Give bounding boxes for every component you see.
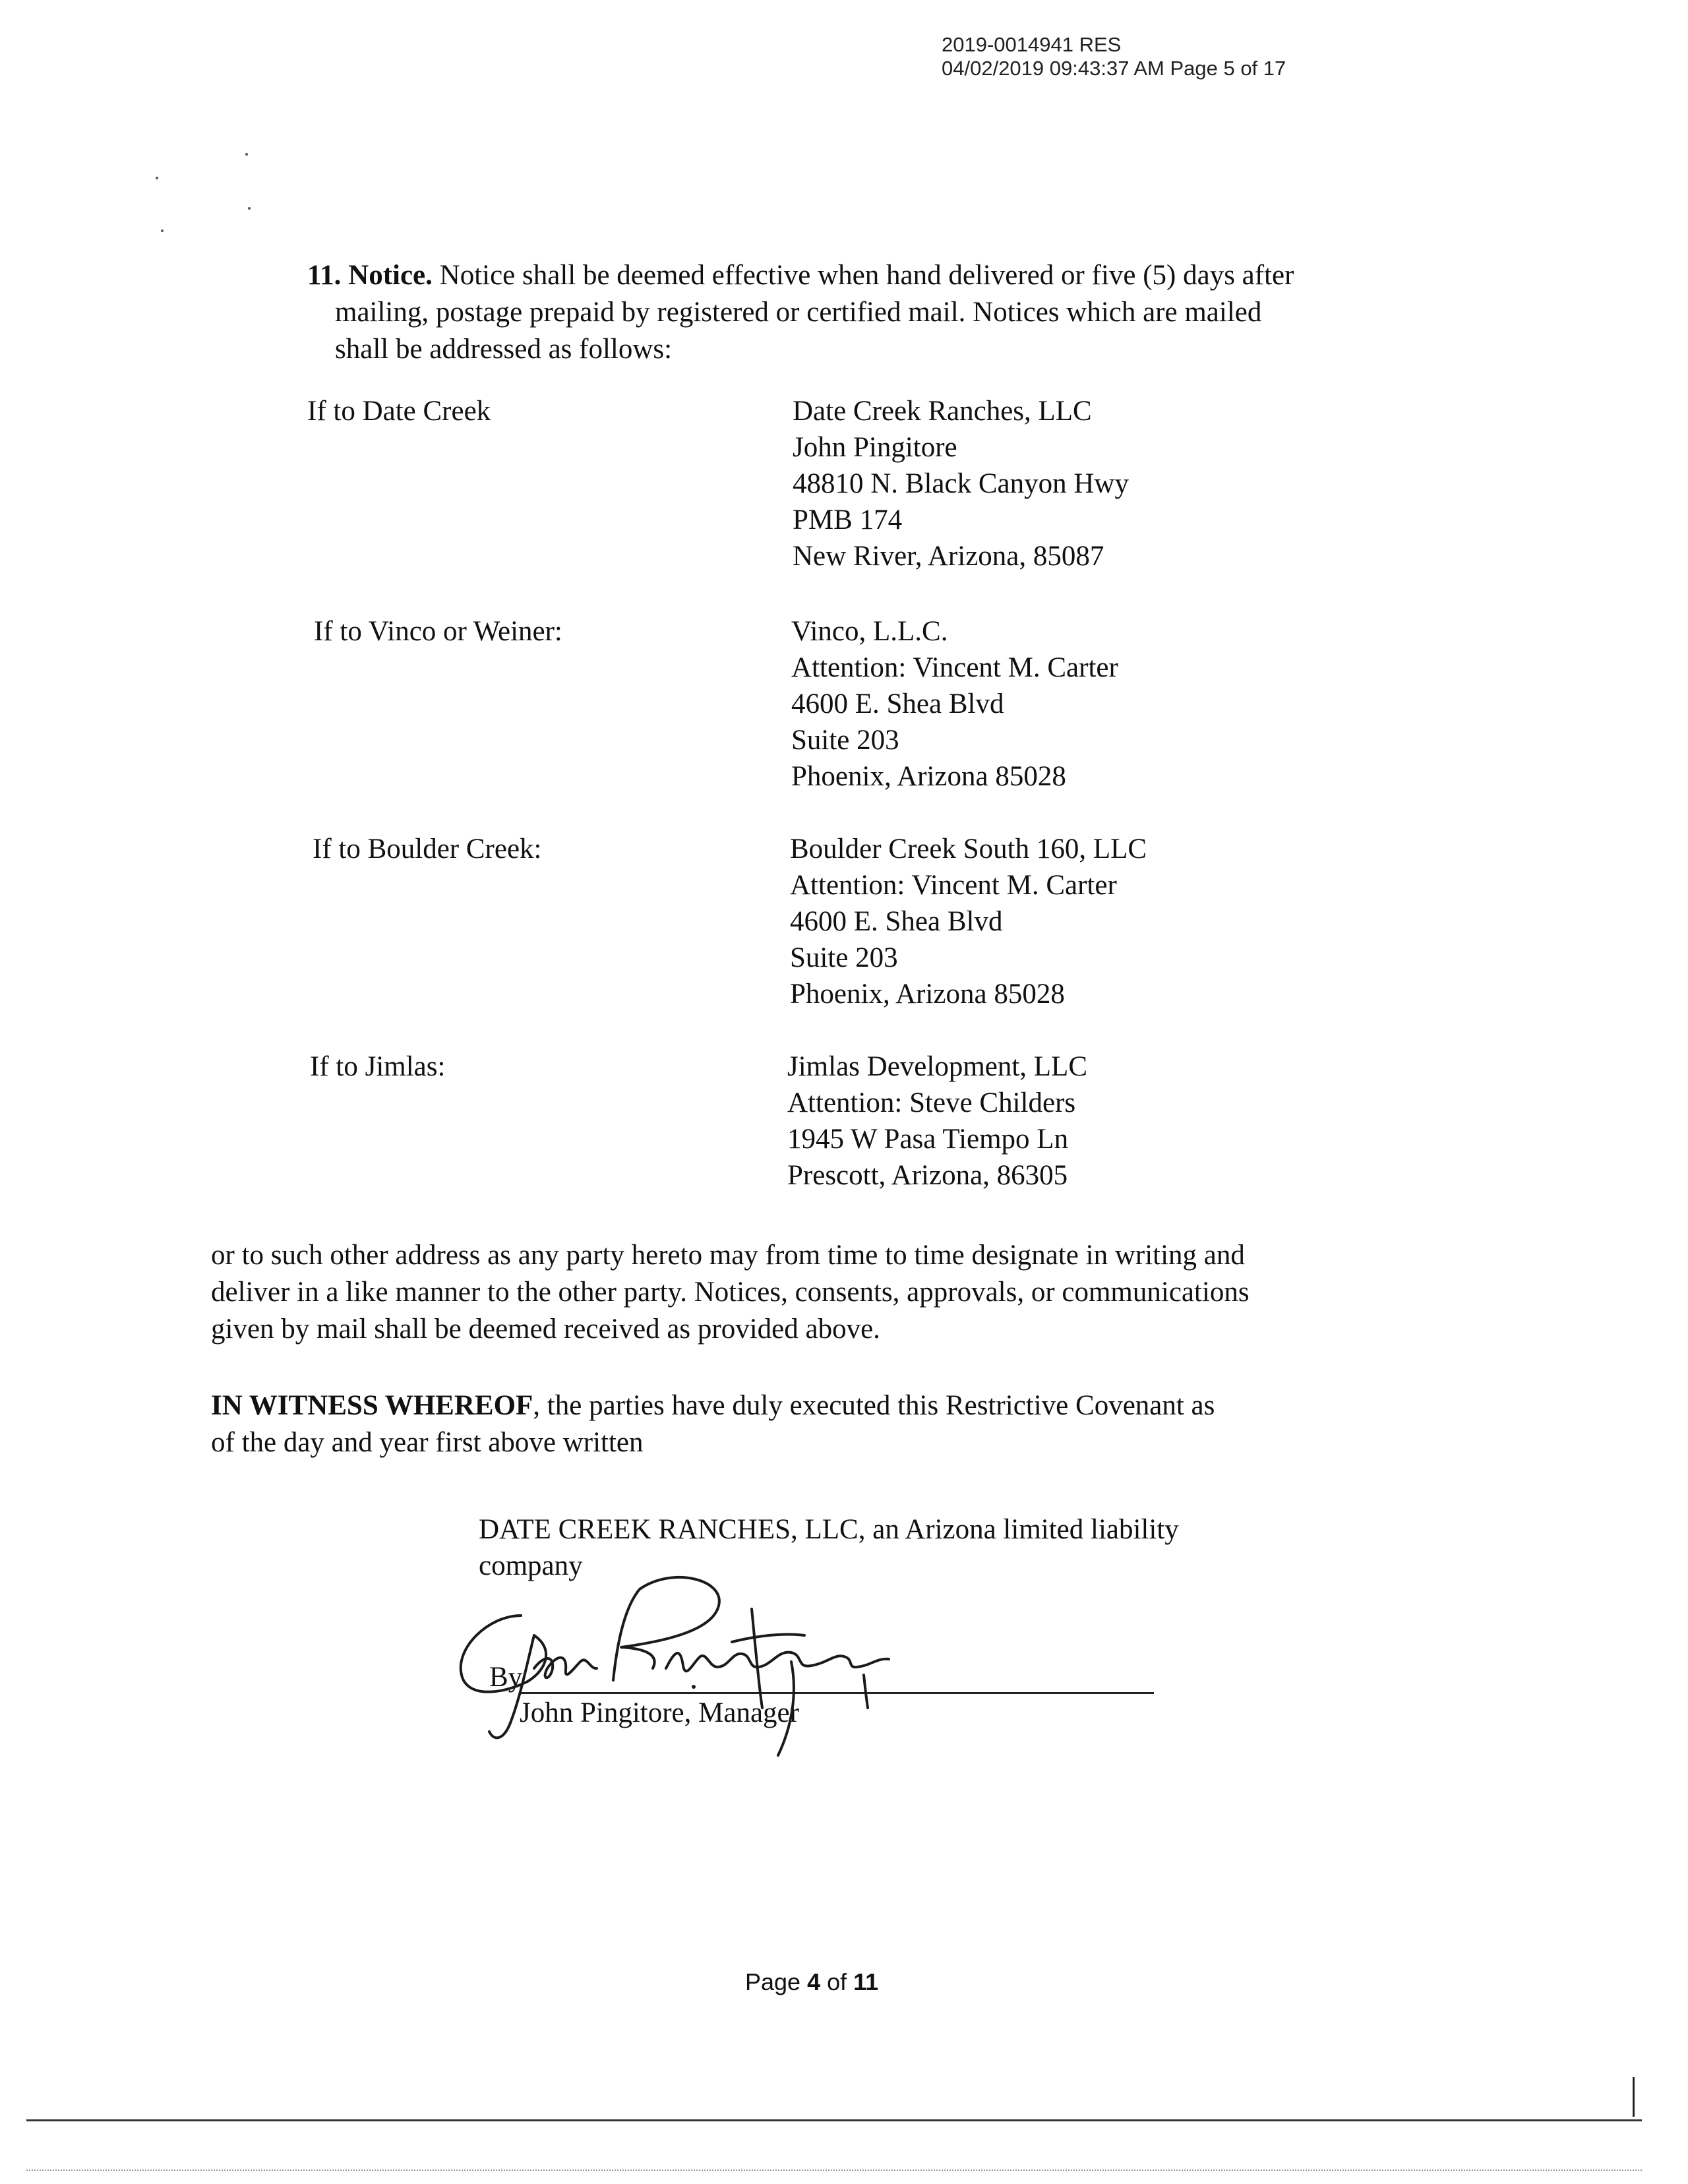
recipient-address — [790, 831, 1147, 1012]
recipient-label: If to Vinco or Weiner: — [314, 616, 562, 647]
closing-line: deliver in a like manner to the other party. Notices, consents, approvals, or communications — [211, 1277, 1250, 1308]
total-pages: 11 — [853, 1968, 879, 1995]
scan-speck — [245, 153, 248, 156]
recipient-address — [793, 393, 1129, 574]
closing-paragraph — [211, 1237, 1451, 1348]
recorded-timestamp: 04/02/2019 09:43:37 AM Page 5 of 17 — [942, 57, 1286, 80]
notice-text-line1: Notice shall be deemed effective when hand delivered or five (5) days after — [439, 260, 1294, 291]
recipient-label: If to Jimlas: — [310, 1051, 446, 1082]
address-line: Attention: Steve Childers — [787, 1087, 1076, 1118]
recipient-address — [787, 1048, 1087, 1194]
scan-speck — [161, 229, 164, 232]
by-label: By — [489, 1662, 523, 1693]
witness-lead: IN WITNESS WHEREOF — [211, 1390, 533, 1421]
address-line: Date Creek Ranches, LLC — [793, 396, 1092, 427]
section-number: 11. — [307, 260, 342, 291]
address-line: 4600 E. Shea Blvd — [790, 906, 1003, 937]
address-line: 4600 E. Shea Blvd — [791, 688, 1004, 719]
scan-noise — [26, 2169, 1642, 2171]
address-line: Suite 203 — [791, 725, 899, 756]
address-line: Vinco, L.L.C. — [791, 616, 948, 647]
current-page: 4 — [807, 1968, 821, 1995]
signer-name: John Pingitore, Manager — [520, 1697, 799, 1728]
witness-text: of the day and year first above written — [211, 1427, 644, 1458]
address-line: 1945 W Pasa Tiempo Ln — [787, 1124, 1069, 1155]
address-line: Prescott, Arizona, 86305 — [787, 1160, 1068, 1191]
address-line: Suite 203 — [790, 942, 898, 973]
address-line: John Pingitore — [793, 432, 957, 463]
address-line: New River, Arizona, 85087 — [793, 541, 1104, 572]
company-line: DATE CREEK RANCHES, LLC, an Arizona limited liability — [479, 1514, 1179, 1545]
bottom-rule — [26, 2119, 1642, 2121]
witness-clause — [211, 1387, 1385, 1461]
address-line: PMB 174 — [793, 504, 903, 535]
closing-line: or to such other address as any party hereto may from time to time designate in writing and — [211, 1240, 1245, 1271]
handwritten-signature — [448, 1569, 936, 1767]
notice-text-line3: shall be addressed as follows: — [335, 334, 673, 365]
scan-speck — [248, 207, 251, 210]
closing-line: given by mail shall be deemed received as provided above. — [211, 1314, 880, 1345]
address-line: Attention: Vincent M. Carter — [791, 652, 1118, 683]
company-line: company — [479, 1550, 583, 1581]
recipient-label: If to Boulder Creek: — [313, 834, 542, 864]
address-line: Phoenix, Arizona 85028 — [790, 979, 1065, 1010]
address-line: Boulder Creek South 160, LLC — [790, 834, 1147, 864]
notice-text-line2: mailing, postage prepaid by registered or certified mail. Notices which are mailed — [335, 297, 1262, 328]
notice-section — [307, 257, 1461, 368]
address-line: 48810 N. Black Canyon Hwy — [793, 468, 1129, 499]
recipient-address — [791, 613, 1118, 795]
document-number: 2019-0014941 RES — [942, 33, 1122, 56]
recording-stamp — [942, 33, 1286, 80]
scan-mark — [1633, 2077, 1635, 2117]
scan-speck — [156, 177, 158, 179]
section-heading: Notice. — [348, 260, 433, 291]
address-line: Jimlas Development, LLC — [787, 1051, 1088, 1082]
address-line: Attention: Vincent M. Carter — [790, 870, 1117, 901]
recipient-label: If to Date Creek — [307, 396, 491, 427]
page-number: Page 4 of 11 — [745, 1968, 879, 1995]
witness-text: , the parties have duly executed this Restrictive Covenant as — [533, 1390, 1215, 1421]
address-line: Phoenix, Arizona 85028 — [791, 761, 1066, 792]
